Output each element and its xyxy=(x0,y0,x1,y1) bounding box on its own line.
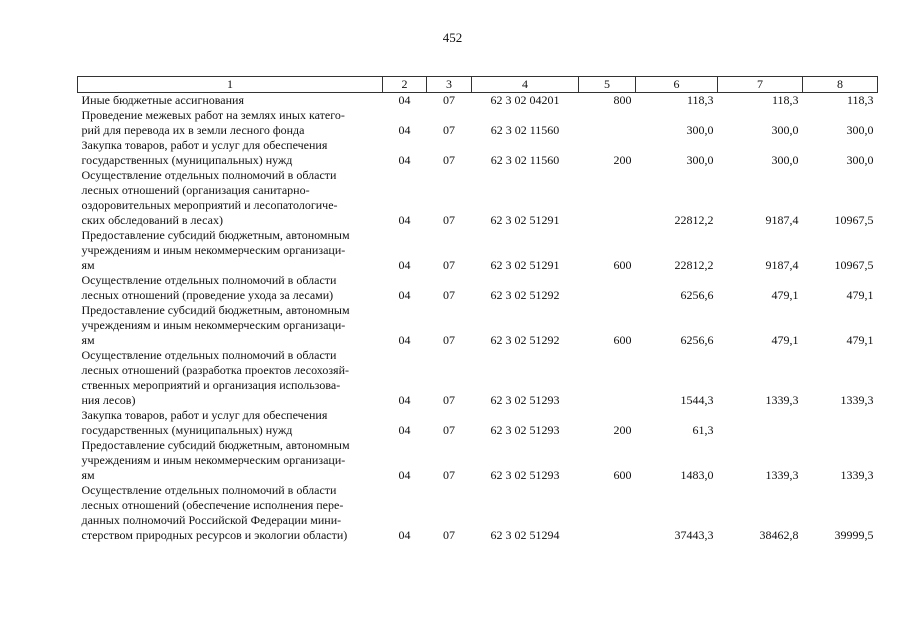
expense-type-code xyxy=(579,108,636,138)
expense-type-code: 600 xyxy=(613,258,632,272)
row-description xyxy=(78,168,383,228)
target-article-code: 62 3 02 04201 xyxy=(490,93,560,107)
amount-col-8: 1339,3 xyxy=(840,393,874,407)
amount-col-7: 300,0 xyxy=(771,123,799,137)
expense-type-code: 200 xyxy=(613,423,632,437)
amount-col-8: 1339,3 xyxy=(840,468,874,482)
amount-col-6: 300,0 xyxy=(686,123,714,137)
expense-type-code xyxy=(579,483,636,543)
description-line: рий для перевода их в земли лесного фонда xyxy=(81,123,305,137)
description-line: ственных мероприятий и организация использова- xyxy=(81,378,341,392)
amount-col-7: 9187,4 xyxy=(765,258,799,272)
description-line: лесных отношений (разработка проектов лесохозяй- xyxy=(81,363,349,377)
expense-type-code: 600 xyxy=(613,333,632,347)
subsection-code: 07 xyxy=(443,528,455,542)
expense-type-code xyxy=(579,348,636,408)
amount-col-8: 10967,5 xyxy=(834,213,874,227)
subsection-code: 07 xyxy=(443,468,455,482)
section-code: 04 xyxy=(398,213,411,227)
description-line: Иные бюджетные ассигнования xyxy=(81,93,244,107)
table-row xyxy=(78,273,878,303)
section-code: 04 xyxy=(398,393,411,407)
section-code: 04 xyxy=(398,468,411,482)
amount-col-6: 118,3 xyxy=(686,93,714,107)
budget-table xyxy=(77,76,878,543)
amount-col-6: 37443,3 xyxy=(674,528,714,542)
column-header: 1 xyxy=(78,77,383,93)
row-description xyxy=(78,438,383,483)
table-row xyxy=(78,93,878,109)
amount-col-8: 118,3 xyxy=(846,93,874,107)
row-description xyxy=(78,273,383,303)
subsection-code: 07 xyxy=(443,213,455,227)
subsection-code: 07 xyxy=(443,258,455,272)
description-line: Предоставление субсидий бюджетным, автономным xyxy=(81,228,350,242)
description-line: ям xyxy=(81,258,95,272)
expense-type-code: 600 xyxy=(613,468,632,482)
amount-col-8: 39999,5 xyxy=(834,528,874,542)
section-code: 04 xyxy=(398,423,411,437)
table-row xyxy=(78,228,878,273)
column-header: 6 xyxy=(636,77,718,93)
description-line: Осуществление отдельных полномочий в области xyxy=(81,168,337,182)
subsection-code: 07 xyxy=(443,288,455,302)
amount-col-8: 300,0 xyxy=(846,123,874,137)
amount-col-6: 61,3 xyxy=(692,423,714,437)
description-line: Закупка товаров, работ и услуг для обеспечения xyxy=(81,408,328,422)
amount-col-6: 1483,0 xyxy=(680,468,714,482)
target-article-code: 62 3 02 51294 xyxy=(490,528,560,542)
description-line: Осуществление отдельных полномочий в области xyxy=(81,348,337,362)
amount-col-6: 6256,6 xyxy=(680,288,714,302)
amount-col-6: 22812,2 xyxy=(674,258,714,272)
amount-col-8: 10967,5 xyxy=(834,258,874,272)
target-article-code: 62 3 02 51293 xyxy=(490,393,560,407)
column-header: 2 xyxy=(383,77,427,93)
subsection-code: 07 xyxy=(443,123,455,137)
description-line: учреждениям и иным некоммерческим организаци- xyxy=(81,453,346,467)
amount-col-7: 300,0 xyxy=(771,153,799,167)
table-row xyxy=(78,138,878,168)
column-header: 5 xyxy=(579,77,636,93)
description-line: Осуществление отдельных полномочий в области xyxy=(81,483,337,497)
description-line: данных полномочий Российской Федерации мини- xyxy=(81,513,342,527)
row-description xyxy=(78,93,383,109)
amount-col-7: 118,3 xyxy=(771,93,799,107)
row-description xyxy=(78,303,383,348)
description-line: лесных отношений (проведение ухода за лесами) xyxy=(81,288,334,302)
amount-col-6: 1544,3 xyxy=(680,393,714,407)
target-article-code: 62 3 02 51291 xyxy=(490,258,560,272)
column-header: 3 xyxy=(427,77,472,93)
description-line: стерством природных ресурсов и экологии области) xyxy=(81,528,348,542)
amount-col-7 xyxy=(718,408,803,438)
amount-col-6: 6256,6 xyxy=(680,333,714,347)
amount-col-6: 300,0 xyxy=(686,153,714,167)
expense-type-code xyxy=(579,273,636,303)
row-description xyxy=(78,108,383,138)
amount-col-8: 300,0 xyxy=(846,153,874,167)
expense-type-code: 800 xyxy=(613,93,632,107)
section-code: 04 xyxy=(398,333,411,347)
description-line: государственных (муниципальных) нужд xyxy=(81,423,293,437)
target-article-code: 62 3 02 11560 xyxy=(490,123,560,137)
amount-col-7: 479,1 xyxy=(771,333,799,347)
description-line: ских обследований в лесах) xyxy=(81,213,223,227)
table-row xyxy=(78,108,878,138)
row-description xyxy=(78,138,383,168)
row-description xyxy=(78,483,383,543)
amount-col-7: 479,1 xyxy=(771,288,799,302)
subsection-code: 07 xyxy=(443,333,455,347)
description-line: оздоровительных мероприятий и лесопатологиче- xyxy=(81,198,338,212)
section-code: 04 xyxy=(398,153,411,167)
table-row xyxy=(78,348,878,408)
description-line: лесных отношений (организация санитарно- xyxy=(81,183,310,197)
target-article-code: 62 3 02 11560 xyxy=(490,153,560,167)
target-article-code: 62 3 02 51293 xyxy=(490,423,560,437)
amount-col-7: 1339,3 xyxy=(765,393,799,407)
table-row xyxy=(78,438,878,483)
row-description xyxy=(78,348,383,408)
section-code: 04 xyxy=(398,123,411,137)
subsection-code: 07 xyxy=(443,423,455,437)
description-line: Предоставление субсидий бюджетным, автономным xyxy=(81,438,350,452)
target-article-code: 62 3 02 51293 xyxy=(490,468,560,482)
table-row xyxy=(78,303,878,348)
column-header: 8 xyxy=(803,77,878,93)
description-line: лесных отношений (обеспечение исполнения пере- xyxy=(81,498,344,512)
amount-col-7: 1339,3 xyxy=(765,468,799,482)
row-description xyxy=(78,228,383,273)
amount-col-7: 38462,8 xyxy=(759,528,799,542)
amount-col-8: 479,1 xyxy=(846,333,874,347)
description-line: учреждениям и иным некоммерческим организаци- xyxy=(81,243,346,257)
subsection-code: 07 xyxy=(443,153,455,167)
subsection-code: 07 xyxy=(443,393,455,407)
table-row xyxy=(78,408,878,438)
amount-col-8 xyxy=(803,408,878,438)
header-row xyxy=(78,77,878,93)
target-article-code: 62 3 02 51291 xyxy=(490,213,560,227)
description-line: государственных (муниципальных) нужд xyxy=(81,153,293,167)
expense-type-code xyxy=(579,168,636,228)
description-line: Предоставление субсидий бюджетным, автономным xyxy=(81,303,350,317)
amount-col-7: 9187,4 xyxy=(765,213,799,227)
subsection-code: 07 xyxy=(443,93,455,107)
description-line: ния лесов) xyxy=(81,393,136,407)
description-line: учреждениям и иным некоммерческим организаци- xyxy=(81,318,346,332)
target-article-code: 62 3 02 51292 xyxy=(490,333,560,347)
column-header: 7 xyxy=(718,77,803,93)
amount-col-6: 22812,2 xyxy=(674,213,714,227)
section-code: 04 xyxy=(398,93,411,107)
expense-type-code: 200 xyxy=(613,153,632,167)
page-number: 452 xyxy=(442,30,463,45)
table-row xyxy=(78,168,878,228)
description-line: ям xyxy=(81,468,95,482)
description-line: Закупка товаров, работ и услуг для обеспечения xyxy=(81,138,328,152)
description-line: ям xyxy=(81,333,95,347)
amount-col-8: 479,1 xyxy=(846,288,874,302)
section-code: 04 xyxy=(398,528,411,542)
section-code: 04 xyxy=(398,258,411,272)
description-line: Проведение межевых работ на землях иных катего- xyxy=(81,108,345,122)
table-row xyxy=(78,483,878,543)
description-line: Осуществление отдельных полномочий в области xyxy=(81,273,337,287)
target-article-code: 62 3 02 51292 xyxy=(490,288,560,302)
column-header: 4 xyxy=(472,77,579,93)
section-code: 04 xyxy=(398,288,411,302)
row-description xyxy=(78,408,383,438)
